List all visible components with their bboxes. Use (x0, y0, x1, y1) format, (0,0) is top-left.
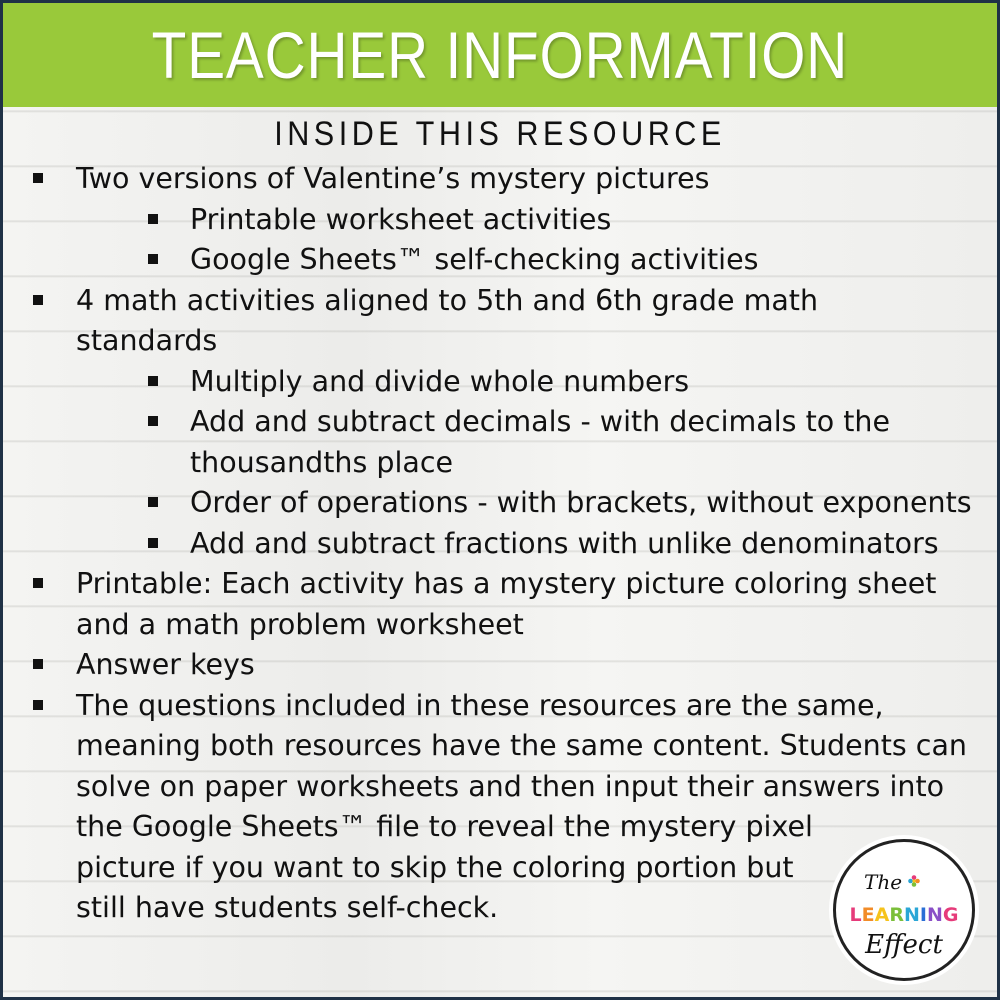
square-bullet-icon (148, 214, 158, 224)
square-bullet-icon (148, 376, 158, 386)
sub-list-item-text: Multiply and divide whole numbers (190, 364, 690, 398)
sub-list-item (148, 483, 972, 524)
sub-list-item (148, 362, 963, 403)
logo-letter: I (919, 904, 927, 926)
sub-list-item-text: Add and subtract decimals - with decimals to the thousandths place (190, 405, 891, 479)
list-item-text-line: picture if you want to skip the coloring portion but (76, 850, 794, 884)
square-bullet-icon (148, 538, 158, 548)
logo-learning-text (836, 904, 972, 926)
sub-list-item-text: Order of operations - with brackets, without exponents (190, 486, 972, 519)
square-bullet-icon (33, 173, 43, 183)
learning-effect-logo (833, 839, 975, 981)
list-item (33, 281, 972, 565)
square-bullet-icon (33, 295, 43, 305)
list-item-text-line: solve on paper worksheets and then input their answers into (76, 769, 945, 803)
sub-list-item (148, 524, 963, 565)
list-item-text-line: The questions included in these resources are the same, (76, 688, 884, 722)
list-item (33, 564, 963, 645)
logo-letter: A (874, 904, 890, 926)
list-item-text: Two versions of Valentine’s mystery pictures (76, 162, 710, 195)
list-item-text-line: the Google Sheets™ file to reveal the mystery pixel (76, 810, 813, 843)
section-subtitle: INSIDE THIS RESOURCE (274, 115, 726, 153)
sub-list-item-text: Add and subtract fractions with unlike denominators (190, 526, 939, 560)
sub-list (148, 362, 972, 565)
sub-list (148, 200, 963, 281)
logo-letter: N (926, 904, 943, 926)
list-item-text: Answer keys (76, 648, 255, 681)
logo-letter: G (942, 904, 959, 926)
square-bullet-icon (33, 700, 43, 710)
flower-icon (908, 875, 920, 887)
sub-list-item-text: Printable worksheet activities (190, 202, 612, 236)
sub-list-item (148, 200, 963, 241)
square-bullet-icon (148, 416, 158, 426)
page-title: TEACHER INFORMATION (151, 18, 849, 92)
list-item-text: Printable: Each activity has a mystery picture coloring sheet and a math problem worksheet (76, 567, 937, 641)
square-bullet-icon (33, 578, 43, 588)
logo-letter: R (889, 904, 904, 926)
list-item-text-line: still have students self-check. (76, 891, 499, 924)
square-bullet-icon (33, 659, 43, 669)
logo-letter: L (849, 904, 862, 926)
sub-list-item (148, 402, 963, 483)
logo-the-text: The (864, 870, 903, 894)
list-item (33, 645, 963, 686)
logo-letter: E (861, 904, 875, 926)
logo-letter: N (903, 904, 920, 926)
header-banner (3, 3, 997, 107)
sub-list-item-text: Google Sheets™ self-checking activities (190, 243, 759, 276)
list-item (33, 686, 967, 929)
square-bullet-icon (148, 254, 158, 264)
list-item-text-line: meaning both resources have the same content. Students can (76, 729, 967, 762)
square-bullet-icon (148, 497, 158, 507)
resource-list (33, 159, 972, 929)
logo-effect-text: Effect (865, 930, 943, 960)
list-item (33, 159, 963, 281)
list-item-text: 4 math activities aligned to 5th and 6th grade math standards (76, 283, 819, 357)
sub-list-item (148, 240, 963, 281)
